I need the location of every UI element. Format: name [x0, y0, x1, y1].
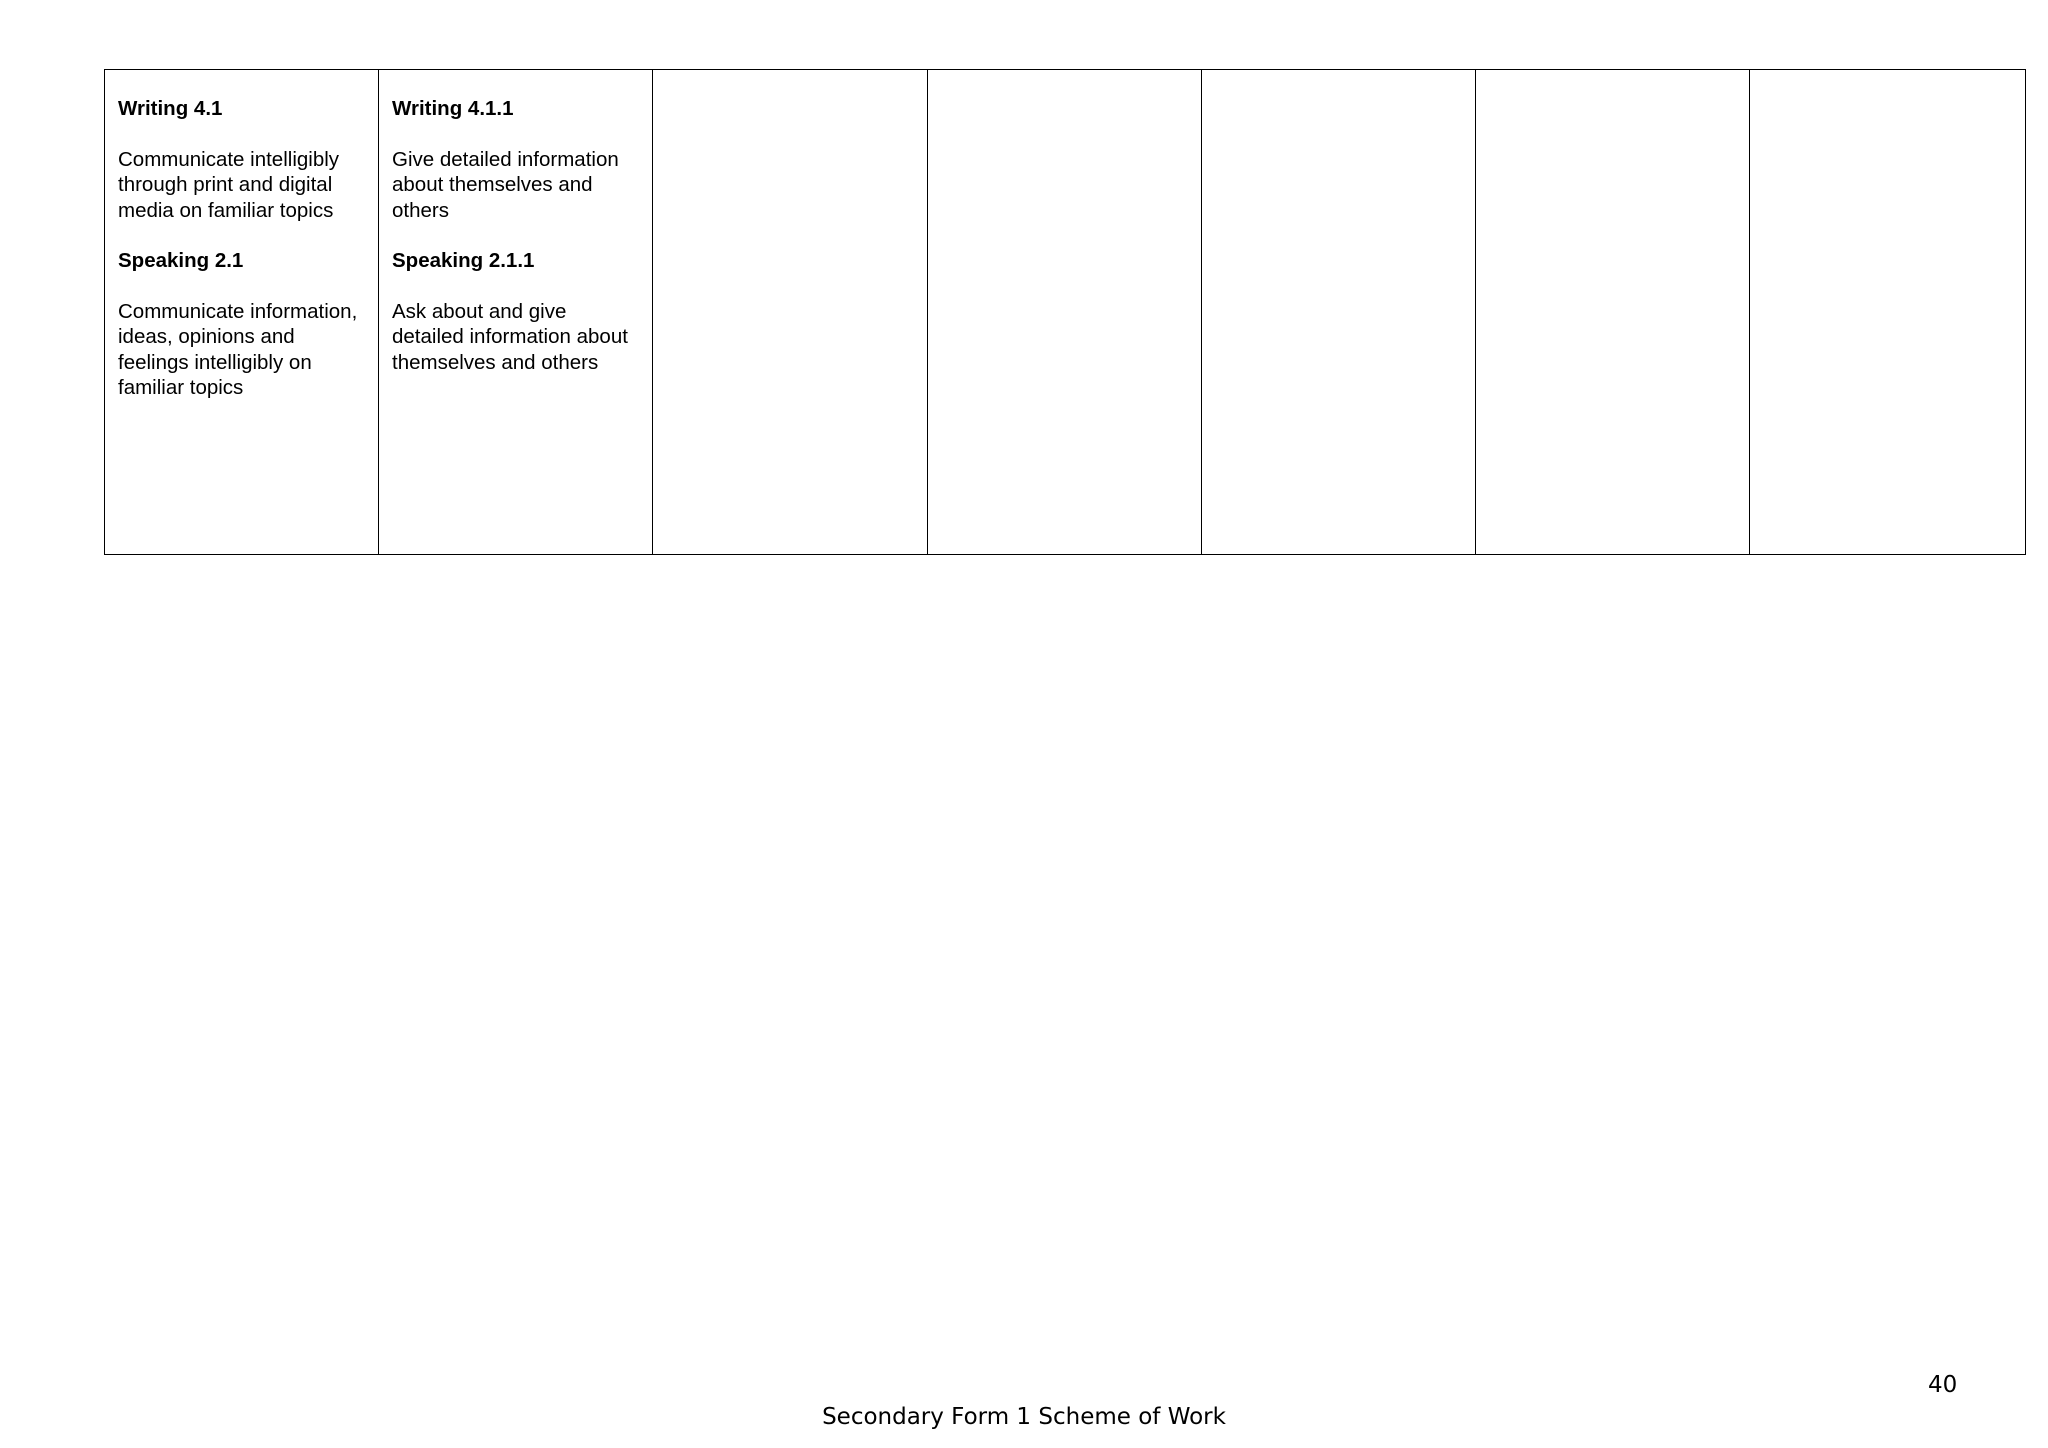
learning-standard-heading: Writing 4.1.1 [392, 97, 514, 120]
empty-cell [928, 70, 1202, 555]
empty-cell [1750, 70, 2026, 555]
content-standard-text: Communicate intelligibly through print and digital media on familiar topics [118, 147, 340, 222]
learning-standard-heading: Speaking 2.1.1 [392, 249, 535, 272]
page-number: 40 [1928, 1372, 1958, 1398]
content-standard-heading: Writing 4.1 [118, 97, 223, 120]
content-standard-cell [105, 70, 379, 555]
learning-standard-text: Ask about and give detailed information about themselves and others [392, 299, 628, 374]
table-row [105, 70, 2026, 555]
scheme-of-work-table [104, 69, 2026, 555]
empty-cell [1476, 70, 1750, 555]
empty-cell [653, 70, 928, 555]
footer-title: Secondary Form 1 Scheme of Work [822, 1404, 1226, 1430]
empty-cell [1202, 70, 1476, 555]
learning-standard-cell [379, 70, 653, 555]
learning-standard-text: Give detailed information about themselves and others [392, 147, 619, 222]
content-standard-heading: Speaking 2.1 [118, 249, 244, 272]
content-standard-text: Communicate information, ideas, opinions and feelings intelligibly on familiar topics [118, 299, 358, 399]
